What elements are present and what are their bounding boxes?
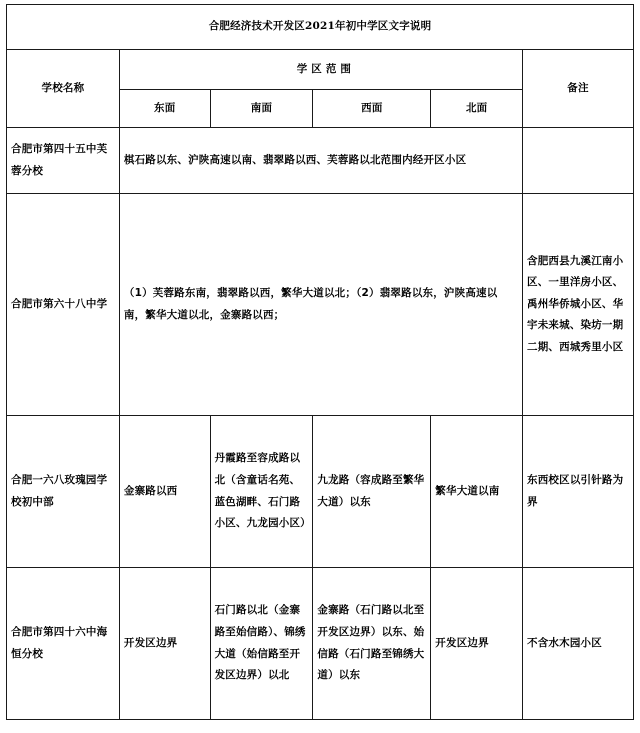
school-district-table bbox=[6, 4, 634, 720]
scope-north-cell: 开发区边界 bbox=[431, 568, 523, 720]
school-name-cell: 合肥一六八玫瑰园学校初中部 bbox=[7, 416, 120, 568]
remark-cell: 含肥西县九溪江南小区、一里洋房小区、禹州华侨城小区、华宇未来城、染坊一期二期、西城秀里小区 bbox=[523, 194, 634, 416]
scope-east-cell: 金寨路以西 bbox=[119, 416, 210, 568]
remark-cell: 不含水木园小区 bbox=[523, 568, 634, 720]
header-south: 南面 bbox=[210, 90, 313, 128]
header-school-name: 学校名称 bbox=[7, 50, 120, 128]
scope-south-cell: 丹霞路至容成路以北（含童话名苑、蓝色湖畔、石门路小区、九龙园小区） bbox=[210, 416, 313, 568]
scope-merged-cell: （1）芙蓉路东南，翡翠路以西，繁华大道以北；（2）翡翠路以东，沪陕高速以南，繁华大道以北，金寨路以西； bbox=[119, 194, 522, 416]
table-row bbox=[7, 568, 634, 720]
document-title: 合肥经济技术开发区2021年初中学区文字说明 bbox=[7, 5, 634, 50]
table-title-row bbox=[7, 5, 634, 50]
remark-cell bbox=[523, 128, 634, 194]
header-remark: 备注 bbox=[523, 50, 634, 128]
scope-merged-cell: 棋石路以东、沪陕高速以南、翡翠路以西、芙蓉路以北范围内经开区小区 bbox=[119, 128, 522, 194]
scope-west-cell: 九龙路（容成路至繁华大道）以东 bbox=[313, 416, 431, 568]
table-header-row-top bbox=[7, 50, 634, 90]
table-row bbox=[7, 194, 634, 416]
header-west: 西面 bbox=[313, 90, 431, 128]
header-east: 东面 bbox=[119, 90, 210, 128]
header-north: 北面 bbox=[431, 90, 523, 128]
school-name-cell: 合肥市第四十五中芙蓉分校 bbox=[7, 128, 120, 194]
school-name-cell: 合肥市第四十六中海恒分校 bbox=[7, 568, 120, 720]
school-name-cell: 合肥市第六十八中学 bbox=[7, 194, 120, 416]
table-row bbox=[7, 416, 634, 568]
scope-west-cell: 金寨路（石门路以北至开发区边界）以东、始信路（石门路至锦绣大道）以东 bbox=[313, 568, 431, 720]
scope-south-cell: 石门路以北（金寨路至始信路）、锦绣大道（始信路至开发区边界）以北 bbox=[210, 568, 313, 720]
table-row bbox=[7, 128, 634, 194]
header-district-scope: 学 区 范 围 bbox=[119, 50, 522, 90]
scope-north-cell: 繁华大道以南 bbox=[431, 416, 523, 568]
remark-cell: 东西校区以引针路为界 bbox=[523, 416, 634, 568]
scope-east-cell: 开发区边界 bbox=[119, 568, 210, 720]
